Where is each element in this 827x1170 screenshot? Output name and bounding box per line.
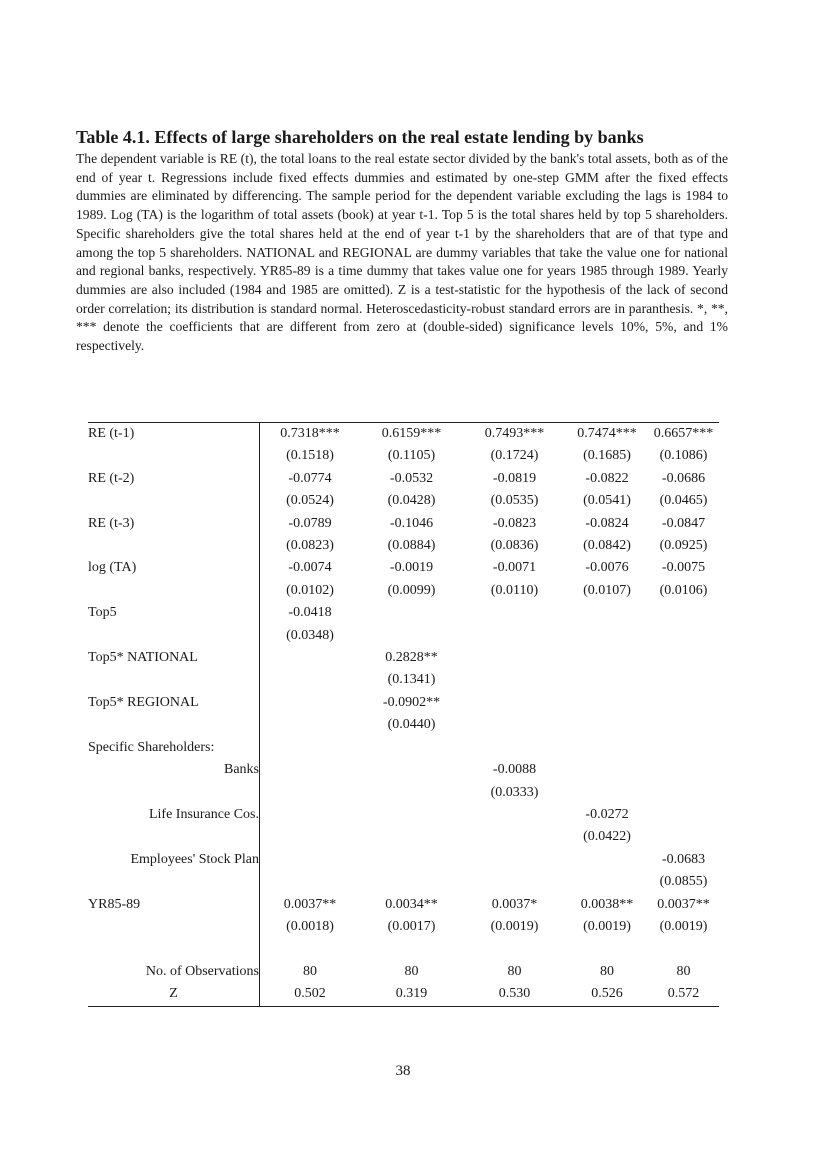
row-label — [88, 535, 260, 557]
row-label: Specific Shareholders: — [88, 737, 260, 759]
table-cell — [566, 737, 648, 759]
row-label — [88, 580, 260, 602]
table-cell: (0.0110) — [490, 582, 539, 598]
table-title: Table 4.1. Effects of large shareholders on the real estate lending by banks — [76, 127, 644, 147]
table-cell: (0.0535) — [490, 493, 539, 509]
table-cell: (0.0925) — [659, 538, 708, 554]
table-row — [88, 513, 719, 535]
table-row — [88, 938, 719, 960]
table-cell — [463, 602, 566, 624]
row-label: Top5* REGIONAL — [88, 692, 260, 714]
table-cell: -0.0071 — [492, 560, 537, 576]
table-cell — [648, 782, 719, 804]
table-cell — [648, 669, 719, 691]
table-cell — [360, 871, 463, 893]
table-cell: 0.6657*** — [648, 423, 719, 446]
table-cell — [648, 714, 719, 736]
table-cell — [648, 737, 719, 759]
regression-table — [88, 422, 719, 1007]
table-cell: (0.0019) — [490, 918, 539, 934]
table-cell — [360, 759, 463, 781]
table-cell: 80 — [600, 963, 614, 979]
table-row — [88, 445, 719, 467]
table-cell: 0.572 — [648, 983, 719, 1006]
table-row — [88, 983, 719, 1006]
table-cell: 0.6159*** — [360, 423, 463, 446]
table-cell: (0.1086) — [659, 448, 708, 464]
table-cell — [260, 737, 361, 759]
table-cell — [566, 714, 648, 736]
table-cell: (0.1341) — [387, 672, 436, 688]
table-cell: (0.0823) — [286, 538, 334, 554]
table-cell: 80 — [676, 963, 691, 979]
table-cell: 0.319 — [360, 983, 463, 1006]
row-label: YR85-89 — [88, 894, 260, 916]
table-cell: -0.0088 — [492, 762, 537, 778]
table-cell: (0.0099) — [387, 582, 436, 598]
table-cell: (0.1724) — [490, 448, 539, 464]
table-cell — [648, 647, 719, 669]
row-label — [88, 782, 260, 804]
table-cell — [463, 669, 566, 691]
table-cell: 0.502 — [260, 983, 361, 1006]
table-row — [88, 849, 719, 871]
table-row — [88, 737, 719, 759]
table-cell: (0.0102) — [286, 582, 334, 598]
table-row — [88, 714, 719, 736]
row-label — [88, 916, 260, 938]
table-row — [88, 468, 719, 490]
table-cell: (0.0836) — [490, 538, 539, 554]
table-row — [88, 894, 719, 916]
table-cell: (0.0842) — [583, 538, 631, 554]
table-cell — [360, 737, 463, 759]
table-row — [88, 916, 719, 938]
table-cell: 0.0037** — [657, 896, 710, 912]
table-row — [88, 423, 719, 446]
table-cell — [463, 826, 566, 848]
table-cell: -0.0418 — [288, 605, 332, 621]
row-label — [88, 625, 260, 647]
table-cell: -0.0076 — [585, 560, 629, 576]
table-cell: -0.0902** — [382, 694, 441, 710]
table-cell — [648, 804, 719, 826]
table-cell: 0.0038** — [580, 896, 634, 912]
table-caption: The dependent variable is RE (t), the total loans to the real estate sector divided by the bank's total assets, both as of the end of year t. Regressions include fixed effects dummies and estimated by one-step GMM after the fixed effects dummies are eliminated by differencing. The sample period for the dependent variable excluding the lags is 1984 to 1989. Log (TA) is the logarithm of total assets (book) at year t-1. Top 5 is the total shares held by top 5 shareholders. Specific shareholders give the total shares held at the end of year t-1 by the shareholders that are of that type and among the top 5 shareholders. NATIONAL and REGIONAL are dummy variables that take the value one for national and regional banks, respectively. YR85-89 is a time dummy that takes value one for years 1985 through 1989. Yearly dummies are also included (1984 and 1985 are omitted). Z is a test-statistic for the hypothesis of the lack of second order correlation; its distribution is standard normal. Heteroscedasticity-robust standard errors are in paranthesis. *, **, *** denote the coefficients that are different from zero at (double-sided) significance levels 10%, 5%, and 1% respectively. — [76, 151, 728, 354]
table-cell: -0.0075 — [661, 560, 706, 576]
page-number: 38 — [395, 1063, 411, 1079]
table-row — [88, 826, 719, 848]
table-cell — [260, 692, 361, 714]
table-cell: -0.0822 — [585, 470, 629, 486]
table-cell: (0.0333) — [490, 784, 539, 800]
table-row — [88, 647, 719, 669]
table-cell: (0.0541) — [583, 493, 631, 509]
table-cell — [360, 849, 463, 871]
table-row — [88, 490, 719, 512]
row-label — [88, 445, 260, 467]
table-cell — [463, 714, 566, 736]
row-label — [88, 669, 260, 691]
table-cell — [566, 938, 648, 960]
table-cell: (0.0348) — [286, 627, 334, 643]
table-cell — [260, 782, 361, 804]
table-cell: 0.2828** — [385, 650, 438, 666]
table-cell — [566, 782, 648, 804]
table-cell — [360, 782, 463, 804]
table-cell — [566, 759, 648, 781]
table-cell: -0.0819 — [492, 470, 537, 486]
table-cell — [463, 938, 566, 960]
table-cell — [566, 602, 648, 624]
row-label — [88, 490, 260, 512]
table-cell — [463, 871, 566, 893]
table-cell — [566, 647, 648, 669]
row-label: RE (t-2) — [88, 468, 260, 490]
table-cell — [260, 759, 361, 781]
table-row — [88, 871, 719, 893]
table-row — [88, 535, 719, 557]
table-cell — [566, 871, 648, 893]
row-label: Life Insurance Cos. — [88, 804, 260, 826]
table-cell — [360, 938, 463, 960]
table-cell — [648, 602, 719, 624]
table-cell: -0.0847 — [661, 515, 706, 531]
table-cell: -0.0686 — [661, 470, 706, 486]
table-cell: 0.0034** — [385, 896, 438, 912]
table-row — [88, 669, 719, 691]
table-cell: (0.0855) — [659, 874, 708, 890]
table-cell — [463, 647, 566, 669]
table-cell — [648, 826, 719, 848]
table-cell: 0.7474*** — [566, 423, 648, 446]
row-label — [88, 826, 260, 848]
row-label: RE (t-1) — [88, 423, 260, 446]
table-cell: (0.1518) — [286, 448, 334, 464]
table-cell — [566, 669, 648, 691]
table-cell: (0.0465) — [659, 493, 708, 509]
table-cell: 80 — [303, 963, 317, 979]
table-cell: -0.0774 — [288, 470, 332, 486]
table-row — [88, 625, 719, 647]
table-cell: -0.0532 — [389, 470, 434, 486]
table-cell: (0.0018) — [286, 918, 334, 934]
table-row — [88, 961, 719, 983]
table-row — [88, 580, 719, 602]
table-cell: (0.0884) — [387, 538, 436, 554]
table-row — [88, 692, 719, 714]
table-cell — [566, 625, 648, 647]
row-label: No. of Observations — [88, 961, 260, 983]
table-cell: (0.0106) — [659, 582, 708, 598]
table-cell — [260, 647, 361, 669]
table-cell — [360, 625, 463, 647]
row-label — [88, 938, 260, 960]
table-cell: -0.0824 — [585, 515, 629, 531]
table-cell — [260, 826, 361, 848]
table-cell — [360, 826, 463, 848]
table-cell: (0.0019) — [583, 918, 631, 934]
table-cell: (0.1105) — [387, 448, 436, 464]
table-cell: 80 — [404, 963, 419, 979]
table-row — [88, 804, 719, 826]
table-row — [88, 759, 719, 781]
table-cell: (0.0019) — [659, 918, 708, 934]
table-row — [88, 557, 719, 579]
table-cell — [260, 849, 361, 871]
table-cell — [648, 625, 719, 647]
table-cell — [648, 692, 719, 714]
table-cell — [360, 602, 463, 624]
table-cell: 0.530 — [463, 983, 566, 1006]
table-cell: -0.0683 — [661, 851, 706, 867]
table-cell — [260, 938, 361, 960]
row-label — [88, 714, 260, 736]
table-cell: -0.1046 — [389, 515, 434, 531]
table-cell: (0.0017) — [387, 918, 436, 934]
table-cell — [648, 938, 719, 960]
table-cell — [463, 737, 566, 759]
table-cell: 0.0037* — [491, 896, 538, 912]
table-cell — [260, 669, 361, 691]
table-cell — [648, 759, 719, 781]
table-cell — [360, 804, 463, 826]
table-cell: 0.0037** — [283, 896, 337, 912]
table-cell: -0.0019 — [389, 560, 434, 576]
table-cell — [260, 714, 361, 736]
table-cell — [463, 849, 566, 871]
table-cell — [566, 849, 648, 871]
table-cell: -0.0074 — [288, 560, 332, 576]
row-label: Top5* NATIONAL — [88, 647, 260, 669]
table-cell: 0.7318*** — [260, 423, 361, 446]
row-label: RE (t-3) — [88, 513, 260, 535]
table-cell — [463, 692, 566, 714]
table-cell: (0.0422) — [583, 829, 631, 845]
table-row — [88, 782, 719, 804]
table-cell: (0.0440) — [387, 717, 436, 733]
table-cell — [260, 871, 361, 893]
table-cell: -0.0272 — [585, 806, 629, 822]
table-cell — [566, 692, 648, 714]
table-cell — [463, 625, 566, 647]
row-label — [88, 871, 260, 893]
row-label: Banks — [88, 759, 260, 781]
table-cell: (0.0107) — [583, 582, 631, 598]
table-cell: 80 — [507, 963, 522, 979]
table-cell: (0.0428) — [387, 493, 436, 509]
table-cell — [260, 804, 361, 826]
row-label: log (TA) — [88, 557, 260, 579]
table-cell: 0.7493*** — [463, 423, 566, 446]
table-cell: -0.0789 — [288, 515, 332, 531]
row-label: Top5 — [88, 602, 260, 624]
table-cell — [463, 804, 566, 826]
row-label: Z — [88, 983, 260, 1006]
table-cell: -0.0823 — [492, 515, 537, 531]
row-label: Employees' Stock Plan — [88, 849, 260, 871]
table-row — [88, 602, 719, 624]
table-cell: 0.526 — [566, 983, 648, 1006]
table-cell: (0.1685) — [583, 448, 631, 464]
table-cell: (0.0524) — [286, 493, 334, 509]
